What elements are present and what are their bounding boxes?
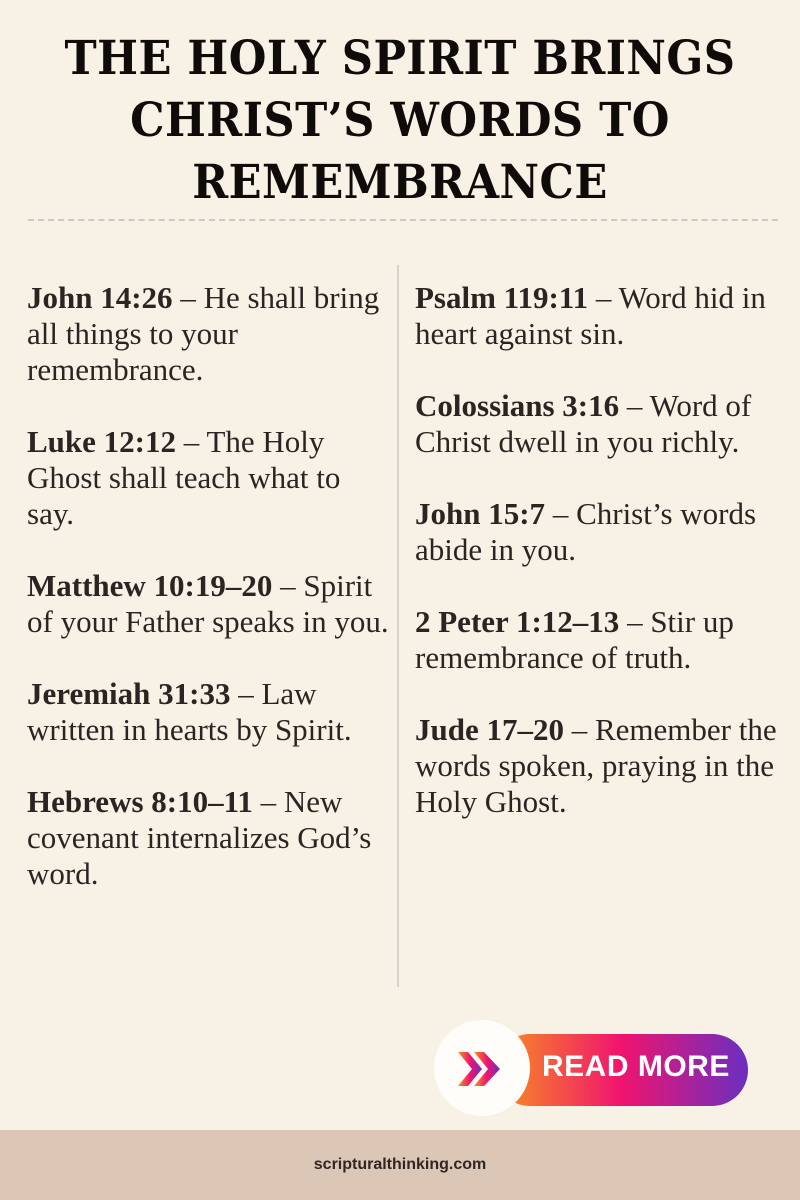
double-chevron-right-icon: [456, 1050, 506, 1088]
verse-reference: John 14:26: [27, 280, 173, 315]
verse-entry: [27, 676, 389, 748]
verse-summary: – Word hid in heart against sin.: [415, 280, 766, 351]
footer: [0, 1130, 800, 1200]
verse-entry: [415, 604, 795, 676]
verse-summary: – Remember the words spoken, praying in the Holy Ghost.: [415, 712, 777, 819]
verse-reference: Luke 12:12: [27, 424, 176, 459]
verse-summary: – He shall bring all things to your remembrance.: [27, 280, 380, 387]
verse-entry: [27, 424, 389, 532]
verse-entry: [27, 280, 389, 388]
verse-reference: Jeremiah 31:33: [27, 676, 231, 711]
verse-entry: [415, 388, 795, 460]
verse-entry: [415, 712, 795, 820]
verse-reference: Hebrews 8:10–11: [27, 784, 253, 819]
verse-summary: – Christ’s words abide in you.: [415, 496, 757, 567]
verse-entry: [415, 280, 795, 352]
verse-reference: 2 Peter 1:12–13: [415, 604, 620, 639]
verse-summary: – Law written in hearts by Spirit.: [27, 676, 352, 747]
verse-reference: Matthew 10:19–20: [27, 568, 273, 603]
verse-summary: – New covenant internalizes God’s word.: [27, 784, 372, 891]
verse-reference: Colossians 3:16: [415, 388, 620, 423]
site-url[interactable]: scripturalthinking.com: [313, 1156, 487, 1173]
verse-entry: [415, 496, 795, 568]
verse-summary: – Word of Christ dwell in you richly.: [415, 388, 752, 459]
verse-entry: [27, 784, 389, 892]
dashed-divider: [28, 219, 778, 221]
verse-reference: John 15:7: [415, 496, 546, 531]
column-divider: [397, 265, 399, 987]
read-more-button[interactable]: [434, 1020, 748, 1116]
right-verse-column: [415, 280, 795, 856]
left-verse-column: [27, 280, 389, 928]
page-title: THE HOLY SPIRIT BRINGS CHRIST’S WORDS TO REMEMBRANCE: [64, 31, 736, 210]
verse-summary: – Spirit of your Father speaks in you.: [27, 568, 389, 639]
verse-reference: Jude 17–20: [415, 712, 564, 747]
verse-summary: – The Holy Ghost shall teach what to say.: [27, 424, 341, 531]
read-more-label[interactable]: READ MORE: [542, 1050, 730, 1083]
verse-summary: – Stir up remembrance of truth.: [415, 604, 734, 675]
verse-reference: Psalm 119:11: [415, 280, 589, 315]
verse-entry: [27, 568, 389, 640]
